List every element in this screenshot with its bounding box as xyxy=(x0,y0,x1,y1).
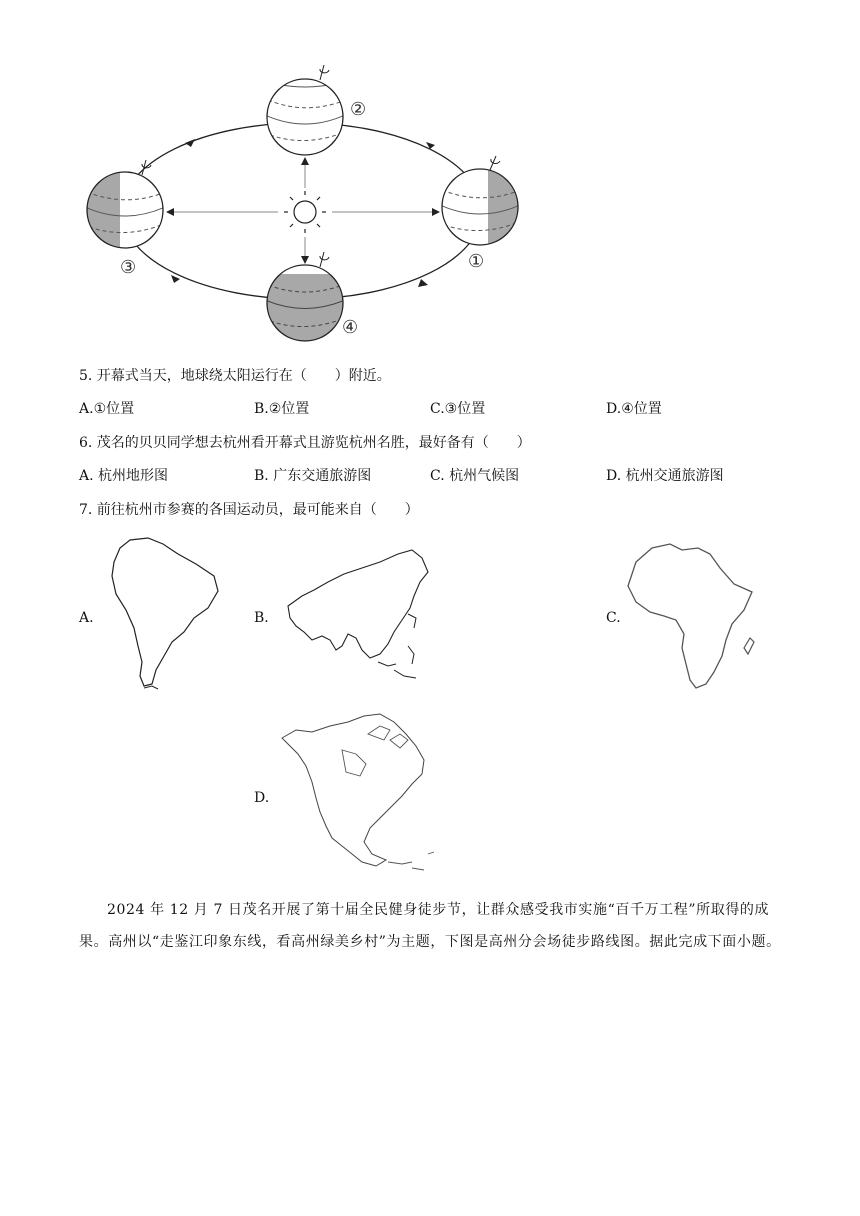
option-letter: C. xyxy=(430,401,445,417)
q6-option-a[interactable] xyxy=(79,466,168,486)
q7-option-a-letter[interactable]: A. xyxy=(79,610,94,626)
q5-option-d[interactable] xyxy=(606,399,662,419)
globe-position-2 xyxy=(265,65,345,155)
passage-text: 2024 年 12 月 7 日茂名开展了第十届全民健身徒步节，让群众感受我市实施“百千万工程”所取得的成果。高州以“走鉴江印象东线，看高州绿美乡村”为主题，下图是高州分会场徒步路线图。据此完成下面小题。 xyxy=(79,902,781,950)
asia-map[interactable] xyxy=(282,546,432,688)
option-letter: A. xyxy=(79,401,94,417)
q7-option-c-letter[interactable]: C. xyxy=(606,610,621,626)
africa-map[interactable] xyxy=(624,540,764,690)
q5-option-b[interactable] xyxy=(254,399,309,419)
option-text: ④位置 xyxy=(621,401,662,417)
option-letter: C. xyxy=(430,468,445,484)
orbit-arrow xyxy=(171,275,180,283)
option-letter: A. xyxy=(79,468,94,484)
south-america-map[interactable] xyxy=(108,536,228,690)
q7-option-b-letter[interactable]: B. xyxy=(254,610,269,626)
q7-option-d-letter[interactable]: D. xyxy=(254,790,270,806)
option-text: 杭州气候图 xyxy=(449,468,520,484)
orbit-arrow xyxy=(185,139,195,147)
position-label-2: ② xyxy=(350,99,367,120)
option-text: 广东交通旅游图 xyxy=(273,468,372,484)
position-label-1: ① xyxy=(468,251,485,272)
q5-option-c[interactable] xyxy=(430,399,485,419)
globe-position-4 xyxy=(265,252,345,341)
option-text: 杭州交通旅游图 xyxy=(625,468,724,484)
question-6-stem: 6. 茂名的贝贝同学想去杭州看开幕式且游览杭州名胜，最好备有（ ） xyxy=(79,435,531,451)
q5-option-a[interactable] xyxy=(79,399,134,419)
earth-orbit-diagram xyxy=(80,55,540,355)
option-letter: D. xyxy=(606,401,622,417)
option-letter: D. xyxy=(606,468,622,484)
globe-position-1 xyxy=(440,156,528,255)
sun-icon xyxy=(284,191,326,233)
option-text: ③位置 xyxy=(444,401,486,417)
position-label-4: ④ xyxy=(342,317,359,338)
q6-option-c[interactable] xyxy=(430,466,519,486)
orbit-arrow xyxy=(418,279,428,287)
q6-option-b[interactable] xyxy=(254,466,371,486)
option-text: ②位置 xyxy=(268,401,310,417)
option-letter: B. xyxy=(254,401,269,417)
q6-option-d[interactable] xyxy=(606,466,724,486)
globe-position-3 xyxy=(85,160,170,255)
question-5-stem: 5. 开幕式当天，地球绕太阳运行在（ ）附近。 xyxy=(79,368,391,384)
question-7-stem: 7. 前往杭州市参赛的各国运动员，最可能来自（ ） xyxy=(79,502,419,518)
option-text: 杭州地形图 xyxy=(98,468,169,484)
option-text: ①位置 xyxy=(93,401,135,417)
position-label-3: ③ xyxy=(120,257,137,278)
north-america-map[interactable] xyxy=(272,710,452,886)
option-letter: B. xyxy=(254,468,269,484)
